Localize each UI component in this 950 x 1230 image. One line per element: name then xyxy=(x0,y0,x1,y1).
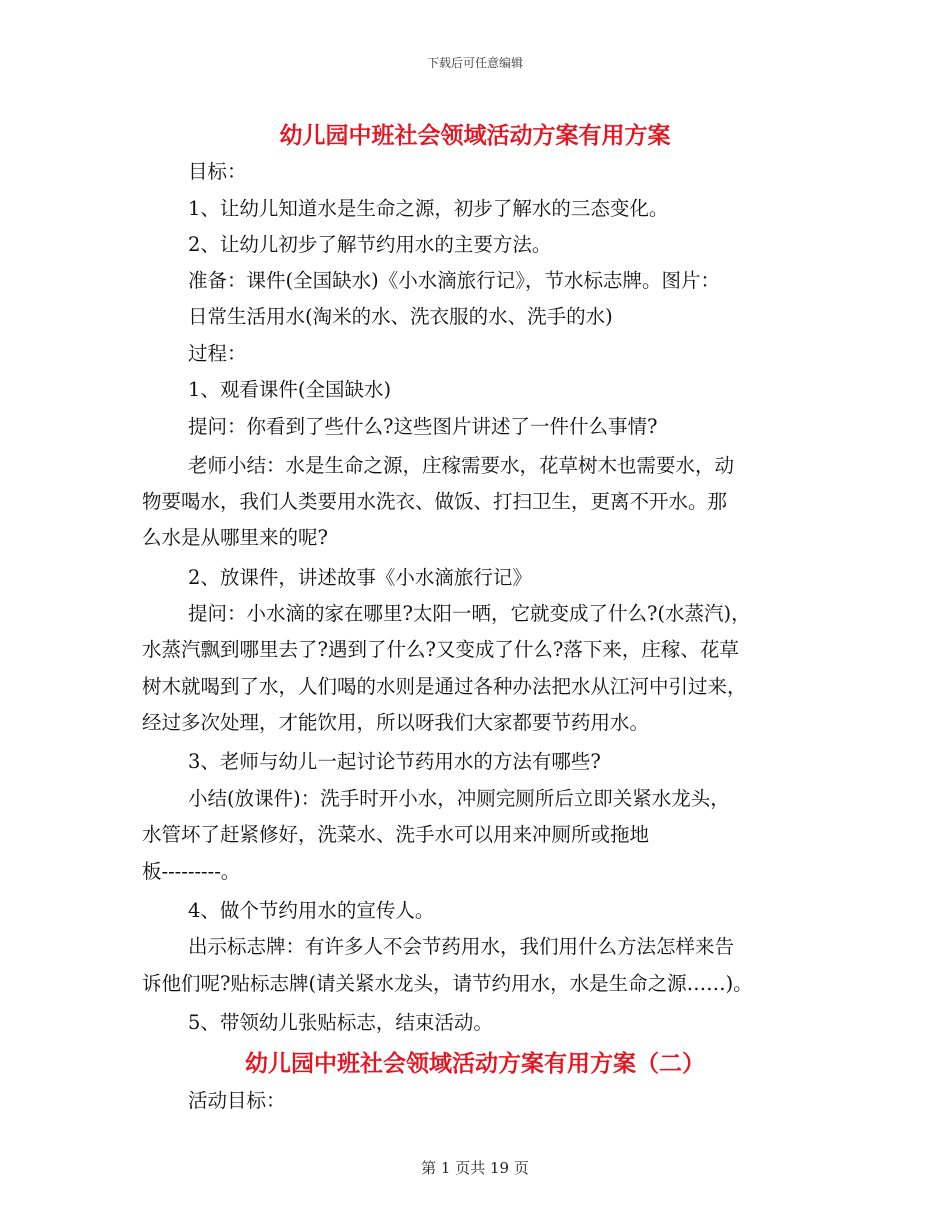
page-header-note: 下载后可任意编辑 xyxy=(426,56,523,70)
summary-1-line-2: 物要喝水，我们人类要用水洗衣、做饭、打扫卫生，更离不开水。那 xyxy=(142,490,728,513)
step-5: 5、带领幼儿张贴标志，结束活动。 xyxy=(188,1011,493,1034)
sign-line-1: 出示标志牌：有许多人不会节药用水，我们用什么方法怎样来告 xyxy=(188,935,735,958)
question-2-line-2: 水蒸汽飘到哪里去了?遇到了什么?又变成了什么?落下来，庄稼、花草 xyxy=(142,638,739,661)
summary-2-line-2: 水管坏了赶紧修好，洗菜水、洗手水可以用来冲厕所或拖地 xyxy=(142,823,650,846)
goal-item-1: 1、让幼儿知道水是生命之源，初步了解水的三态变化。 xyxy=(188,197,669,220)
sign-line-2: 诉他们呢?贴标志牌(请关紧水龙头，请节约用水，水是生命之源……)。 xyxy=(142,972,753,995)
activity-goal-heading: 活动目标： xyxy=(188,1089,286,1112)
summary-2-line-3: 板---------。 xyxy=(142,860,241,883)
question-1: 提问：你看到了些什么?这些图片讲述了一件什么事情? xyxy=(188,415,658,438)
document-title: 幼儿园中班社会领域活动方案有用方案 xyxy=(279,122,671,149)
question-2-line-1: 提问：小水滴的家在哪里?太阳一晒，它就变成了什么?(水蒸汽)， xyxy=(188,602,751,625)
step-3: 3、老师与幼儿一起讨论节药用水的方法有哪些? xyxy=(188,750,601,773)
question-2-line-3: 树木就喝到了水，人们喝的水则是通过各种办法把水从江河中引过来， xyxy=(142,675,747,698)
goal-heading: 目标： xyxy=(188,160,247,183)
summary-1-line-1: 老师小结：水是生命之源，庄稼需要水，花草树木也需要水，动 xyxy=(188,454,735,477)
goal-item-2: 2、让幼儿初步了解节约用水的主要方法。 xyxy=(188,233,552,256)
question-2-line-4: 经过多次处理，才能饮用，所以呀我们大家都要节药用水。 xyxy=(142,711,650,734)
step-2: 2、放课件，讲述故事《小水滴旅行记》 xyxy=(188,566,532,589)
section-title-2: 幼儿园中班社会领域活动方案有用方案（二） xyxy=(245,1050,705,1077)
step-1: 1、观看课件(全国缺水) xyxy=(188,378,392,401)
preparation-line: 准备：课件(全国缺水)《小水滴旅行记》，节水标志牌。图片： xyxy=(188,269,720,292)
summary-2-line-1: 小结(放课件)：洗手时开小水，冲厕完厕所后立即关紧水龙头， xyxy=(188,787,730,810)
process-heading: 过程： xyxy=(188,342,247,365)
page-footer-number: 第 1 页共 19 页 xyxy=(421,1159,529,1177)
preparation-line-cont: 日常生活用水(淘米的水、洗衣服的水、洗手的水) xyxy=(188,305,613,328)
step-4: 4、做个节约用水的宣传人。 xyxy=(188,899,435,922)
summary-1-line-3: 么水是从哪里来的呢? xyxy=(142,526,328,549)
